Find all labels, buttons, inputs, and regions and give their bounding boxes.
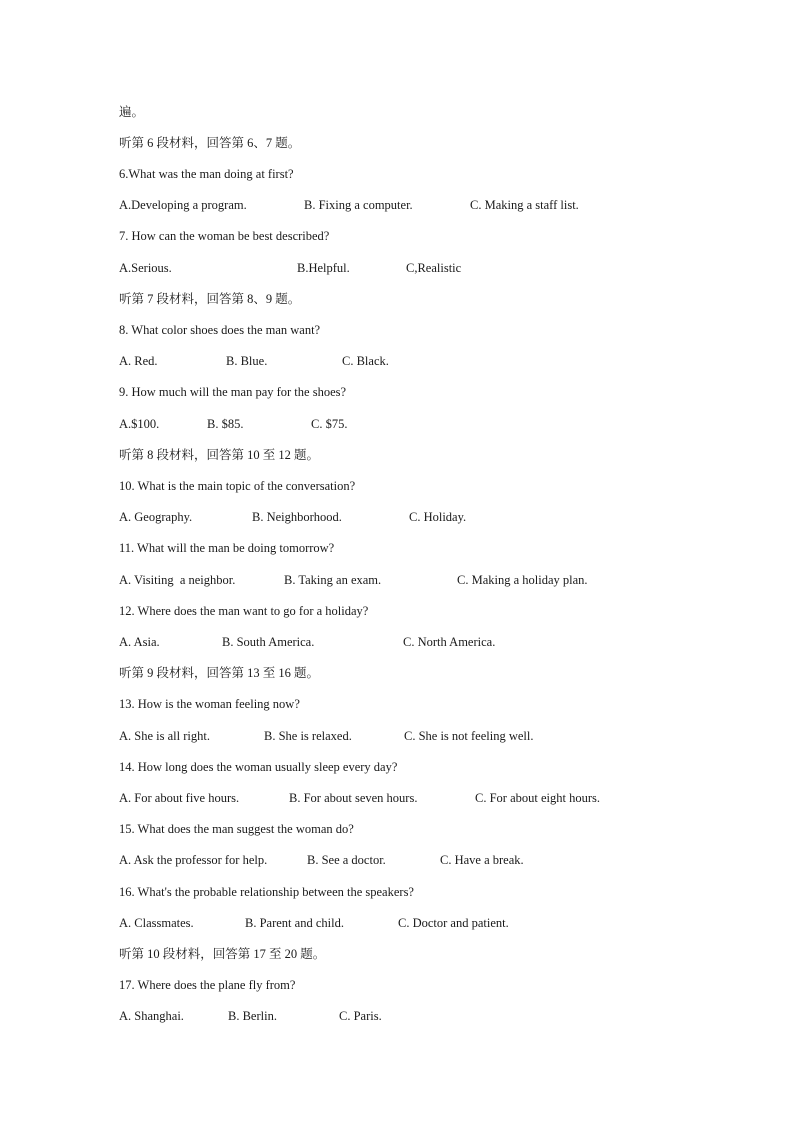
text-line-continuation: 遍。 (119, 105, 145, 119)
question-17: 17. Where does the plane fly from? (119, 978, 296, 992)
section-heading-9: 听第 9 段材料，回答第 13 至 16 题。 (119, 666, 320, 680)
option-b: B. Fixing a computer. (304, 198, 413, 212)
option-b: B. Berlin. (228, 1009, 277, 1023)
option-b: B. See a doctor. (307, 853, 386, 867)
section-heading-8: 听第 8 段材料，回答第 10 至 12 题。 (119, 448, 320, 462)
question-9: 9. How much will the man pay for the shoes? (119, 385, 347, 399)
option-a: A. Geography. (119, 510, 193, 524)
question-16: 16. What's the probable relationship between the speakers? (119, 885, 414, 899)
option-a: A.$100. (119, 417, 160, 431)
question-7: 7. How can the woman be best described? (119, 229, 330, 243)
option-a: A.Serious. (119, 261, 172, 275)
option-c: C. $75. (311, 417, 348, 431)
option-a: A. She is all right. (119, 729, 210, 743)
option-a: A. Ask the professor for help. (119, 853, 268, 867)
option-a: A. Asia. (119, 635, 160, 649)
option-c: C. Have a break. (440, 853, 524, 867)
option-a: A. Visiting a neighbor. (119, 573, 236, 587)
option-b: B. South America. (222, 635, 315, 649)
question-10: 10. What is the main topic of the conversation? (119, 479, 356, 493)
option-c: C. Holiday. (409, 510, 467, 524)
question-11: 11. What will the man be doing tomorrow? (119, 541, 335, 555)
question-8: 8. What color shoes does the man want? (119, 323, 321, 337)
option-b: B.Helpful. (297, 261, 350, 275)
option-b: B. $85. (207, 417, 244, 431)
option-c: C. North America. (403, 635, 496, 649)
option-c: C. Making a staff list. (470, 198, 579, 212)
question-13: 13. How is the woman feeling now? (119, 697, 300, 711)
section-heading-6: 听第 6 段材料，回答第 6、7 题。 (119, 136, 301, 150)
option-b: B. Taking an exam. (284, 573, 382, 587)
option-a: A. Shanghai. (119, 1009, 184, 1023)
option-b: B. For about seven hours. (289, 791, 418, 805)
option-c: C. Black. (342, 354, 389, 368)
option-a: A. Red. (119, 354, 158, 368)
option-b: B. She is relaxed. (264, 729, 352, 743)
option-c: C. Making a holiday plan. (457, 573, 588, 587)
section-heading-7: 听第 7 段材料，回答第 8、9 题。 (119, 292, 301, 306)
option-c: C. Doctor and patient. (398, 916, 509, 930)
option-b: B. Blue. (226, 354, 268, 368)
question-6: 6.What was the man doing at first? (119, 167, 294, 181)
section-heading-10: 听第 10 段材料，回答第 17 至 20 题。 (119, 947, 326, 961)
option-a: A. Classmates. (119, 916, 194, 930)
option-b: B. Parent and child. (245, 916, 344, 930)
option-c: C. She is not feeling well. (404, 729, 534, 743)
option-b: B. Neighborhood. (252, 510, 342, 524)
option-a: A. For about five hours. (119, 791, 240, 805)
question-15: 15. What does the man suggest the woman do? (119, 822, 354, 836)
option-c: C. Paris. (339, 1009, 382, 1023)
option-a: A.Developing a program. (119, 198, 247, 212)
question-14: 14. How long does the woman usually sleep every day? (119, 760, 398, 774)
option-c: C. For about eight hours. (475, 791, 600, 805)
option-c: C,Realistic (406, 261, 462, 275)
question-12: 12. Where does the man want to go for a holiday? (119, 604, 369, 618)
